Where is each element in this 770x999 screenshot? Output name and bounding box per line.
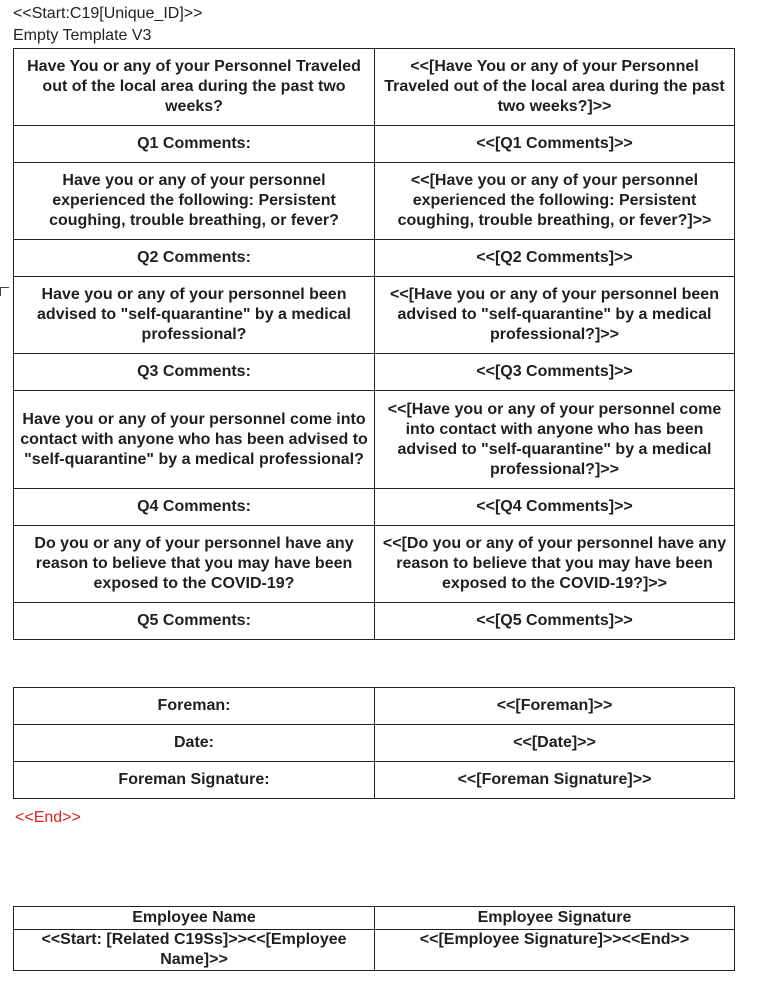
comment-field[interactable]: <<[Q1 Comments]>> <box>375 126 735 163</box>
template-name: Empty Template V3 <box>13 27 152 44</box>
question-cell: Have you or any of your personnel experienced the following: Persistent coughing, trouble breathing, or fever? <box>14 163 375 240</box>
comment-label: Q5 Comments: <box>14 603 375 640</box>
comment-row-4 <box>14 489 735 526</box>
question-cell: Do you or any of your personnel have any reason to believe that you may have been exposed to the COVID-19? <box>14 526 375 603</box>
answer-field[interactable]: <<[Have you or any of your personnel come into contact with anyone who has been advised to "self-quarantine" by a medical professional?]>> <box>375 391 735 489</box>
employee-row <box>14 930 735 971</box>
comment-label: Q4 Comments: <box>14 489 375 526</box>
foreman-row <box>14 688 735 725</box>
comment-label: Q3 Comments: <box>14 354 375 391</box>
employee-table <box>13 906 735 971</box>
employee-signature-header: Employee Signature <box>375 907 735 930</box>
comment-row-2 <box>14 240 735 277</box>
employee-signature-field[interactable]: <<[Employee Signature]>><<End>> <box>375 930 735 971</box>
date-row <box>14 725 735 762</box>
answer-field[interactable]: <<[Have you or any of your personnel experienced the following: Persistent coughing, trouble breathing, or fever?]>> <box>375 163 735 240</box>
comment-row-5 <box>14 603 735 640</box>
question-row-4 <box>14 391 735 489</box>
question-row-1 <box>14 49 735 126</box>
question-cell: Have you or any of your personnel been advised to "self-quarantine" by a medical professional? <box>14 277 375 354</box>
comment-field[interactable]: <<[Q2 Comments]>> <box>375 240 735 277</box>
employee-name-field[interactable]: <<Start: [Related C19Ss]>><<[Employee Name]>> <box>14 930 375 971</box>
corner-bracket-icon <box>0 287 9 296</box>
comment-field[interactable]: <<[Q3 Comments]>> <box>375 354 735 391</box>
question-cell: Have you or any of your personnel come into contact with anyone who has been advised to "self-quarantine" by a medical professional? <box>14 391 375 489</box>
question-row-3 <box>14 277 735 354</box>
comment-label: Q2 Comments: <box>14 240 375 277</box>
comment-row-3 <box>14 354 735 391</box>
foreman-label: Foreman: <box>14 688 375 725</box>
employee-header-row <box>14 907 735 930</box>
end-marker: <<End>> <box>15 809 81 826</box>
comment-row-1 <box>14 126 735 163</box>
comment-label: Q1 Comments: <box>14 126 375 163</box>
date-label: Date: <box>14 725 375 762</box>
date-field[interactable]: <<[Date]>> <box>375 725 735 762</box>
answer-field[interactable]: <<[Do you or any of your personnel have any reason to believe that you may have been exposed to the COVID-19?]>> <box>375 526 735 603</box>
foreman-table <box>13 687 735 799</box>
answer-field[interactable]: <<[Have you or any of your personnel been advised to "self-quarantine" by a medical professional?]>> <box>375 277 735 354</box>
foreman-signature-row <box>14 762 735 799</box>
answer-field[interactable]: <<[Have You or any of your Personnel Traveled out of the local area during the past two weeks?]>> <box>375 49 735 126</box>
comment-field[interactable]: <<[Q4 Comments]>> <box>375 489 735 526</box>
start-marker: <<Start:C19[Unique_ID]>> <box>13 5 203 22</box>
question-cell: Have You or any of your Personnel Traveled out of the local area during the past two weeks? <box>14 49 375 126</box>
question-row-2 <box>14 163 735 240</box>
foreman-signature-label: Foreman Signature: <box>14 762 375 799</box>
questions-table <box>13 48 735 640</box>
employee-name-header: Employee Name <box>14 907 375 930</box>
foreman-signature-field[interactable]: <<[Foreman Signature]>> <box>375 762 735 799</box>
question-row-5 <box>14 526 735 603</box>
foreman-field[interactable]: <<[Foreman]>> <box>375 688 735 725</box>
comment-field[interactable]: <<[Q5 Comments]>> <box>375 603 735 640</box>
